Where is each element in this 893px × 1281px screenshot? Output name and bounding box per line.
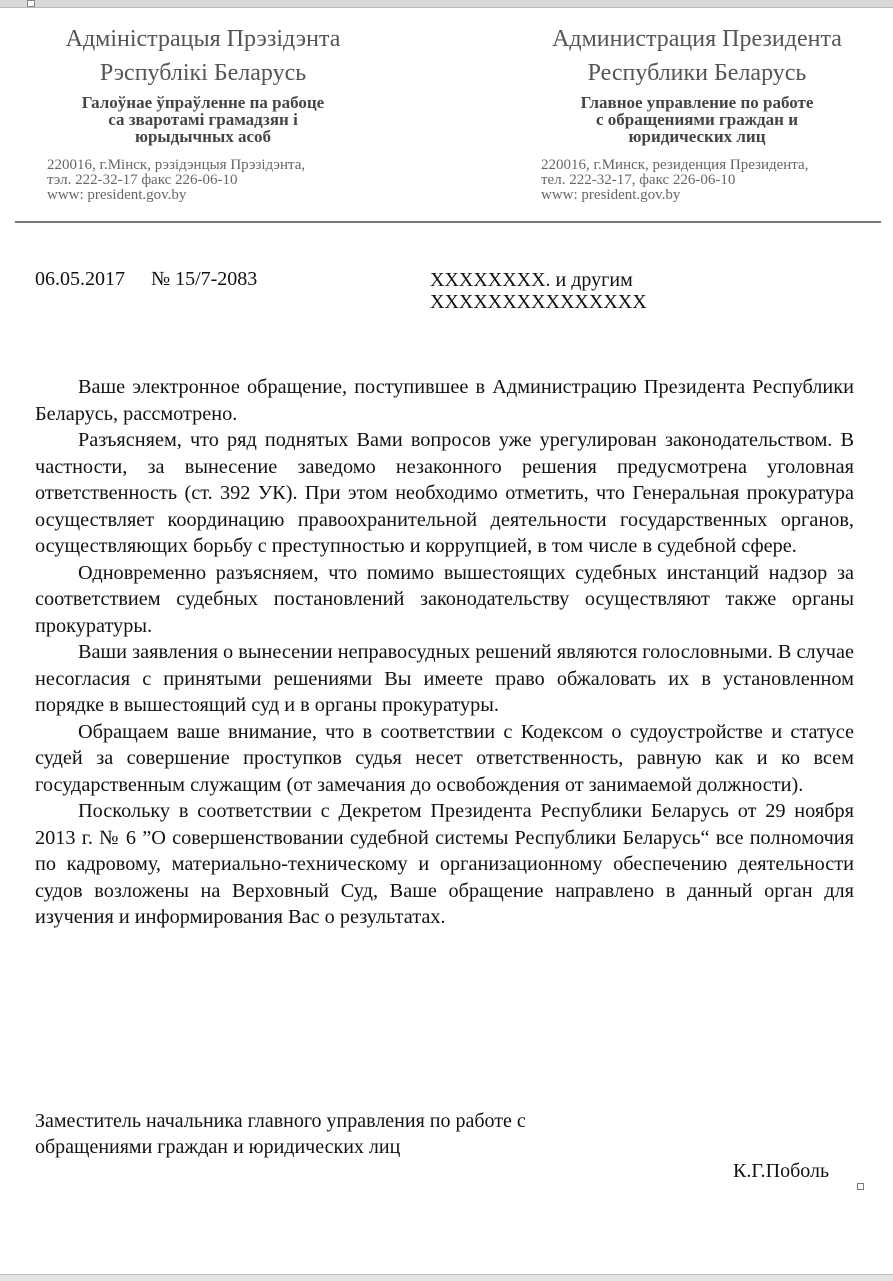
dept-line: Главное управление по работе: [580, 93, 814, 112]
letterhead-address: [23, 158, 383, 203]
dept-line: юрыдычных асоб: [134, 127, 272, 146]
paragraph-end-marker-icon: [857, 1183, 864, 1190]
address-line: 220016, г.Минск, резиденция Президента,: [541, 157, 809, 173]
dept-line: с обращениями граждан и: [596, 110, 798, 129]
top-ruler-bar: [0, 0, 893, 8]
dept-line: са зваротамі грамадзян і: [108, 110, 298, 129]
recipient: [430, 269, 647, 313]
letterhead-title-line1: Адміністрацыя Прэзідэнта: [65, 26, 341, 52]
phone-line: тел. 222-32-17, факс 226-06-10: [541, 172, 736, 188]
letterhead-dept: [517, 94, 877, 145]
letterhead-title-line2: Республики Беларусь: [587, 60, 807, 86]
paragraph: Разъясняем, что ряд поднятых Вами вопросов уже урегулирован законодательством. В частности, за вынесение заведомо незаконного решения предусмотрена уголовная ответственность (ст. 392 УК). При этом необходимо отметить, что Генеральная прокуратура осуществляет координацию правоохранительной деятельности государственных органов, осуществляющих борьбу с преступностью и коррупцией, в том числе в судебной сфере.: [35, 429, 854, 557]
dept-line: юридических лиц: [628, 127, 766, 146]
recipient-line: XXXXXXXXXXXXXXX: [430, 291, 647, 313]
signature-position: Заместитель начальника главного управления по работе с обращениями граждан и юридических лиц: [35, 1110, 526, 1158]
phone-line: тэл. 222-32-17 факс 226-06-10: [47, 172, 238, 188]
letter-date-number: [35, 268, 283, 291]
recipient-line: XXXXXXXX. и другим: [430, 269, 633, 291]
website-line: www: president.gov.by: [47, 187, 187, 203]
letter-date: 06.05.2017: [35, 268, 125, 290]
letterhead-belarusian: [23, 22, 383, 203]
page-corner-marker-icon: [27, 0, 35, 7]
paragraph: Ваши заявления о вынесении неправосудных решений являются голословными. В случае несогласия с принятыми решениями Вы имеете право обжаловать их в установленном порядке в вышестоящий суд и в органы прокуратуры.: [35, 641, 854, 716]
paragraph: Ваше электронное обращение, поступившее в Администрацию Президента Республики Беларусь, рассмотрено.: [35, 376, 854, 425]
letterhead-title-line2: Рэспублікі Беларусь: [99, 60, 307, 86]
paragraph: Обращаем ваше внимание, что в соответствии с Кодексом о судоустройстве и статусе судей за совершение проступков судья несет ответственность, равную как и ко всем государственным служащим (от замечания до освобождения от занимаемой должности).: [35, 720, 854, 796]
letterhead-russian: [517, 22, 877, 203]
signature-name: К.Г.Поболь: [733, 1160, 830, 1182]
letterhead-address: [517, 158, 877, 203]
letterhead-dept: [23, 94, 383, 145]
paragraph: Поскольку в соответствии с Декретом Президента Республики Беларусь от 29 ноября 2013 г. № 6 ”О совершенствовании судебной системы Республики Беларусь“ все полномочия по кадровому, материально-техническому и организационному обеспечению деятельности судов возложены на Верховный Суд, Ваше обращение направлено в данный орган для изучения и информирования Вас о результатах.: [35, 800, 854, 928]
letter-number: № 15/7-2083: [151, 268, 258, 290]
paragraph: Одновременно разъясняем, что помимо вышестоящих судебных инстанций надзор за соответствием судебных постановлений законодательству осуществляют также органы прокуратуры.: [35, 561, 854, 637]
letter-body: [35, 374, 854, 931]
letterhead-title-line1: Администрация Президента: [552, 26, 842, 52]
letterhead-divider: [15, 221, 881, 223]
website-line: www: president.gov.by: [541, 187, 681, 203]
address-line: 220016, г.Мінск, рэзідэнцыя Прэзідэнта,: [47, 157, 306, 173]
dept-line: Галоўнае ўпраўленне па рабоце: [81, 93, 325, 112]
